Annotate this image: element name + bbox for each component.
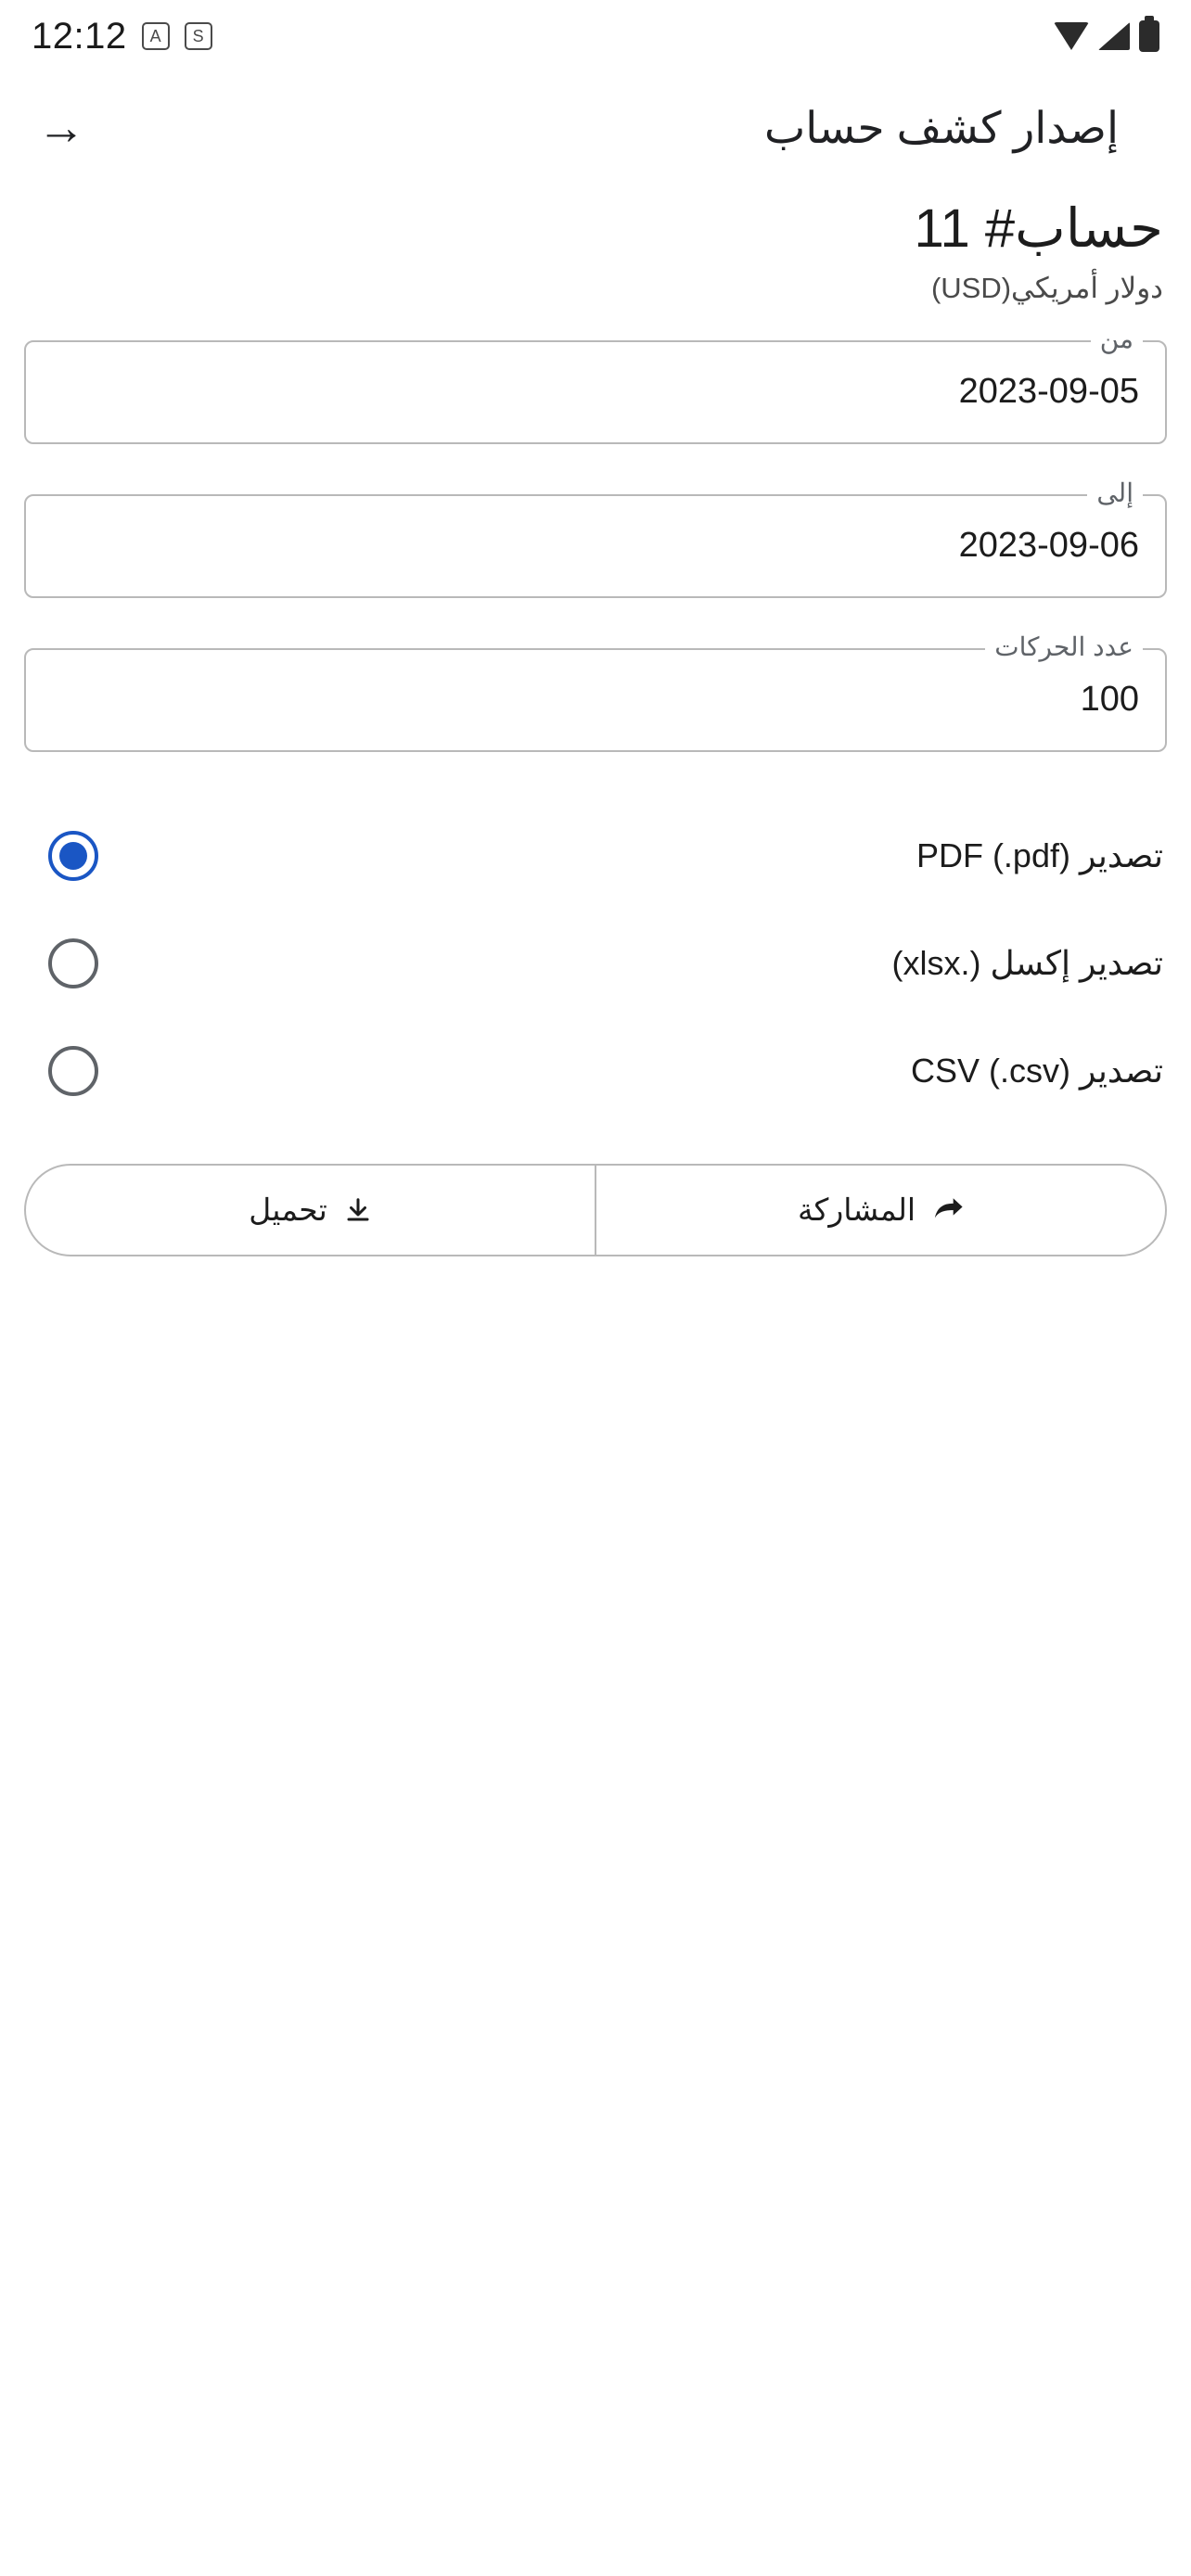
account-header <box>0 184 1191 305</box>
radio-option-pdf[interactable] <box>24 802 1167 910</box>
radio-label-xlsx: تصدير إكسل (.xlsx) <box>891 943 1163 982</box>
share-button[interactable] <box>596 1164 1167 1256</box>
app-badge-icon: S <box>185 22 212 50</box>
export-format-group <box>0 802 1191 1125</box>
radio-icon-csv[interactable] <box>48 1046 98 1096</box>
from-date-value: 2023-09-05 <box>958 372 1139 412</box>
to-date-label: إلى <box>1087 480 1143 506</box>
account-currency: دولار أمريكي(USD) <box>930 271 1163 304</box>
transactions-count-value: 100 <box>1080 680 1139 720</box>
status-bar-left <box>32 16 212 57</box>
arrow-right-icon[interactable]: → <box>37 101 85 155</box>
download-icon <box>344 1195 372 1225</box>
from-date-field[interactable] <box>24 324 1167 444</box>
app-bar <box>0 72 1191 184</box>
download-button-label: تحميل <box>249 1192 327 1228</box>
share-button-label: المشاركة <box>797 1192 916 1228</box>
cellular-signal-icon <box>1098 22 1130 50</box>
form-fields <box>0 324 1191 752</box>
radio-label-pdf: تصدير PDF (.pdf) <box>916 835 1163 874</box>
radio-icon-pdf[interactable] <box>48 831 98 881</box>
status-clock: 12:12 <box>32 15 127 57</box>
radio-option-xlsx[interactable] <box>24 910 1167 1017</box>
radio-icon-xlsx[interactable] <box>48 938 98 988</box>
radio-option-csv[interactable] <box>24 1017 1167 1125</box>
transactions-count-label: عدد الحركات <box>985 634 1143 660</box>
screenshot-icon: A <box>142 22 170 50</box>
status-bar-right <box>1054 20 1159 52</box>
download-button[interactable] <box>24 1164 596 1256</box>
battery-icon <box>1139 20 1159 52</box>
action-button-bar <box>0 1164 1191 1256</box>
status-bar <box>0 0 1191 72</box>
from-date-label: من <box>1091 326 1143 352</box>
to-date-field[interactable] <box>24 478 1167 598</box>
page-title: إصدار كشف حساب <box>763 103 1119 152</box>
transactions-count-field[interactable] <box>24 631 1167 752</box>
share-icon <box>932 1196 964 1224</box>
wifi-icon <box>1054 22 1089 50</box>
account-name: حساب# 11 <box>914 198 1163 259</box>
to-date-value: 2023-09-06 <box>958 526 1139 566</box>
radio-label-csv: تصدير CSV (.csv) <box>910 1051 1163 1090</box>
